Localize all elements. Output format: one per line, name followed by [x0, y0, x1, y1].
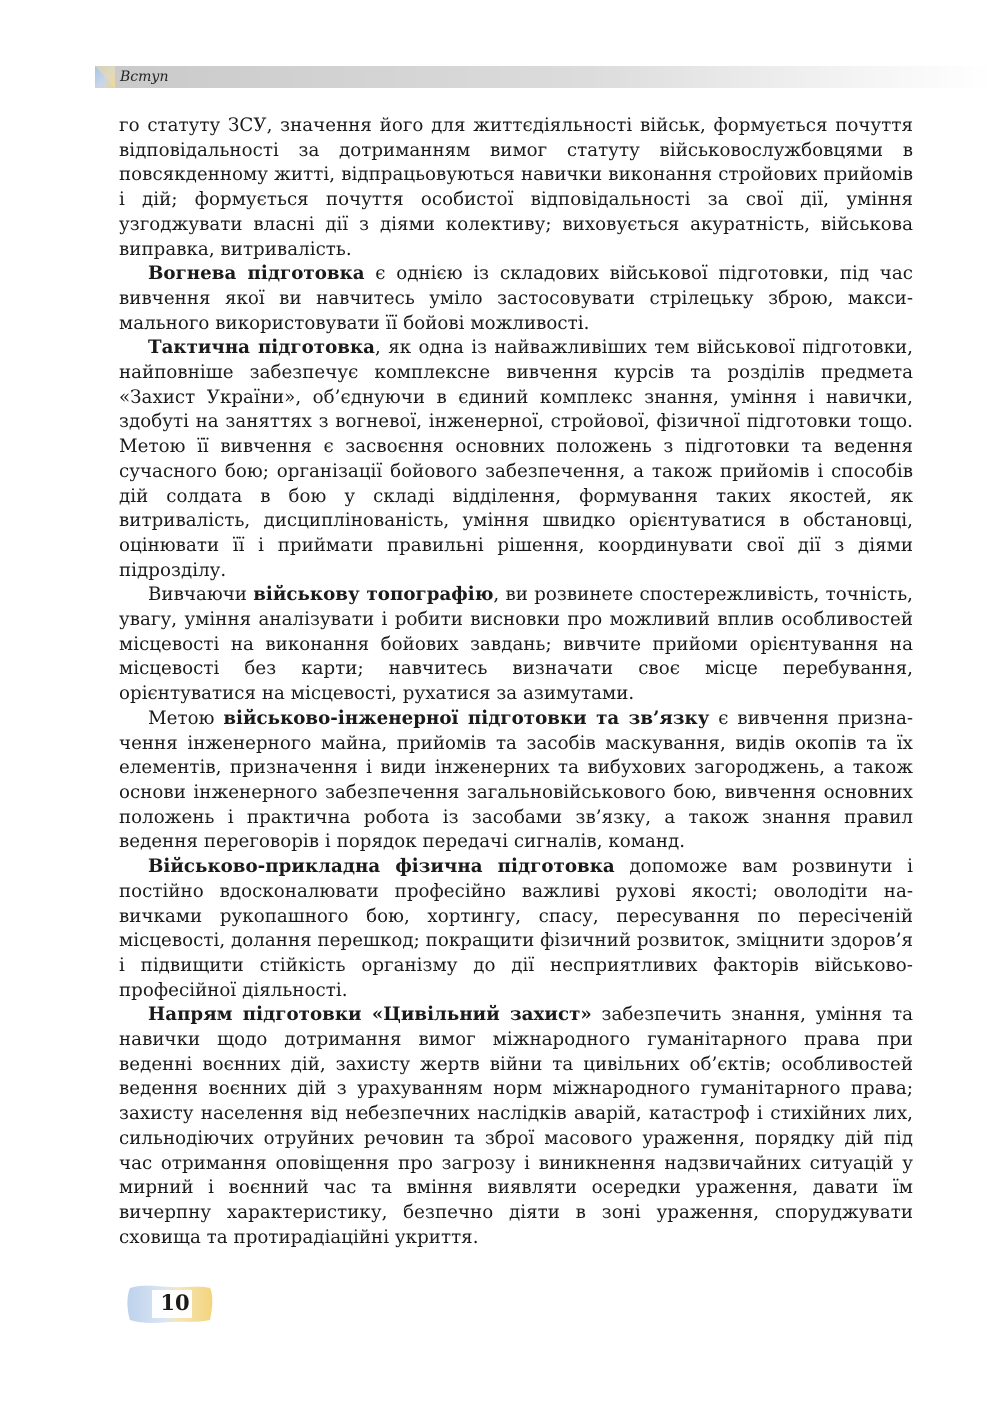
page-number-badge	[124, 1284, 216, 1324]
page-number: 10	[160, 1290, 190, 1315]
bold-term: військову топографію	[253, 584, 494, 606]
bold-term: військово-інженерної підготовки та зв’язку	[223, 707, 710, 729]
paragraph	[119, 707, 913, 855]
paragraph	[119, 1003, 913, 1250]
body-text	[119, 114, 913, 1250]
paragraph-text: забезпечить знання, уміння та навички щодо дотримання вимог міжнародного гуманітарного права при веденні воєнних дій, захисту жертв війни та цивільних об’єктів; особливостей ведення воєнних дій з урахуванням норм міжнародного гуманітарного права; захисту населення від небезпечних наслідків аварій, катастроф і стихійних лих, сильнодіючих отруйних речовин та зброї масового ураження, порядку дій під час отримання оповіщення про загрозу і виникнення надзвичайних ситуацій у мирний і воєнний час та вміння виявляти осередки ураження, давати їм вичерпну характеристику, безпечно діяти в зоні ураження, споруджувати сховища та протирадіаційні укриття.	[119, 1004, 913, 1248]
bold-term: Військово-прикладна фізична підготовка	[148, 856, 615, 878]
paragraph-text: є однією із складових військової підготовки, під час вивчення якої ви навчитесь уміло застосовувати стрілецьку зброю, максимального використовувати її бойові можливості.	[119, 263, 913, 334]
paragraph-text: допоможе вам розвинути і постійно вдосконалювати професійно важливі рухові якості; оволодіти навичками рукопашного бою, хортингу, спасу, пересування по пересіченій місцевості, долання перешкод; покращити фізичний розвиток, зміцнити здоров’я і підвищити стійкість організму до дії несприятливих факторів військово-професійної діяльності.	[119, 856, 913, 1001]
paragraph-text: , як одна із найважливіших тем військової підготовки, найповніше забезпечує комплексне вивчення курсів та розділів предмета «Захист України», об’єднуючи в єдиний комплекс знання, уміння і навички, здобуті на заняттях з вогневої, інженерної, стройової, фізичної підготовки тощо. Метою її вивчення є засвоєння основних положень з підготовки та ведення сучасного бою; організації бойового забезпечення, а також прийомів і способів дій солдата в бою у складі відділення, формування таких якостей, як витривалість, дисциплінованість, уміння швидко орієнтуватися в обстановці, оцінювати її і приймати правильні рішення, координувати свої дії з діями підрозділу.	[119, 337, 913, 581]
bold-term: Напрям підготовки «Цивільний захист»	[148, 1004, 592, 1026]
paragraph	[119, 262, 913, 336]
paragraph-text: го статуту ЗСУ, значення його для життєдіяльності військ, формується почуття відповідальності за дотриманням вимог статуту військовослужбовцями в повсякденному житті, відпрацьовуються навички виконання стройових прийомів і дій; формується почуття особистої відповідальності за свої дії, уміння узгоджувати власні дії з діями колективу; виховується акуратність, військова виправка, витривалість.	[119, 115, 913, 260]
section-title: Вступ	[120, 69, 169, 85]
paragraph-text: , ви розвинете спостережливість, точність, увагу, уміння аналізувати і робити висновки про можливий вплив особливостей місцевості на виконання бойових завдань; вивчите прийоми орієнтування на місцевості без карти; навчитесь визначати своє місце перебування, орієнтуватися на місцевості, рухатися за азимутами.	[119, 584, 913, 705]
paragraph	[119, 114, 913, 262]
header-corner-mark	[95, 66, 115, 88]
paragraph-text: є вивчення призначення інженерного майна, прийомів та засобів маскування, видів окопів та їх елементів, призначення і види інженерних та вибухових загороджень, а також основи інженерного забезпечення загальновійськового бою, вивчення основних положень і практична робота із засобами зв’язку, а також знання правил ведення переговорів і порядок передачі сигналів, команд.	[119, 707, 913, 853]
bold-term: Вогнева підготовка	[148, 263, 365, 285]
paragraph-text: Метою	[148, 707, 224, 729]
paragraph	[119, 336, 913, 583]
running-header	[95, 66, 992, 88]
paragraph	[119, 855, 913, 1003]
bold-term: Тактична підготовка	[148, 337, 376, 359]
paragraph	[119, 583, 913, 707]
paragraph-text: Вивчаючи	[148, 584, 254, 606]
